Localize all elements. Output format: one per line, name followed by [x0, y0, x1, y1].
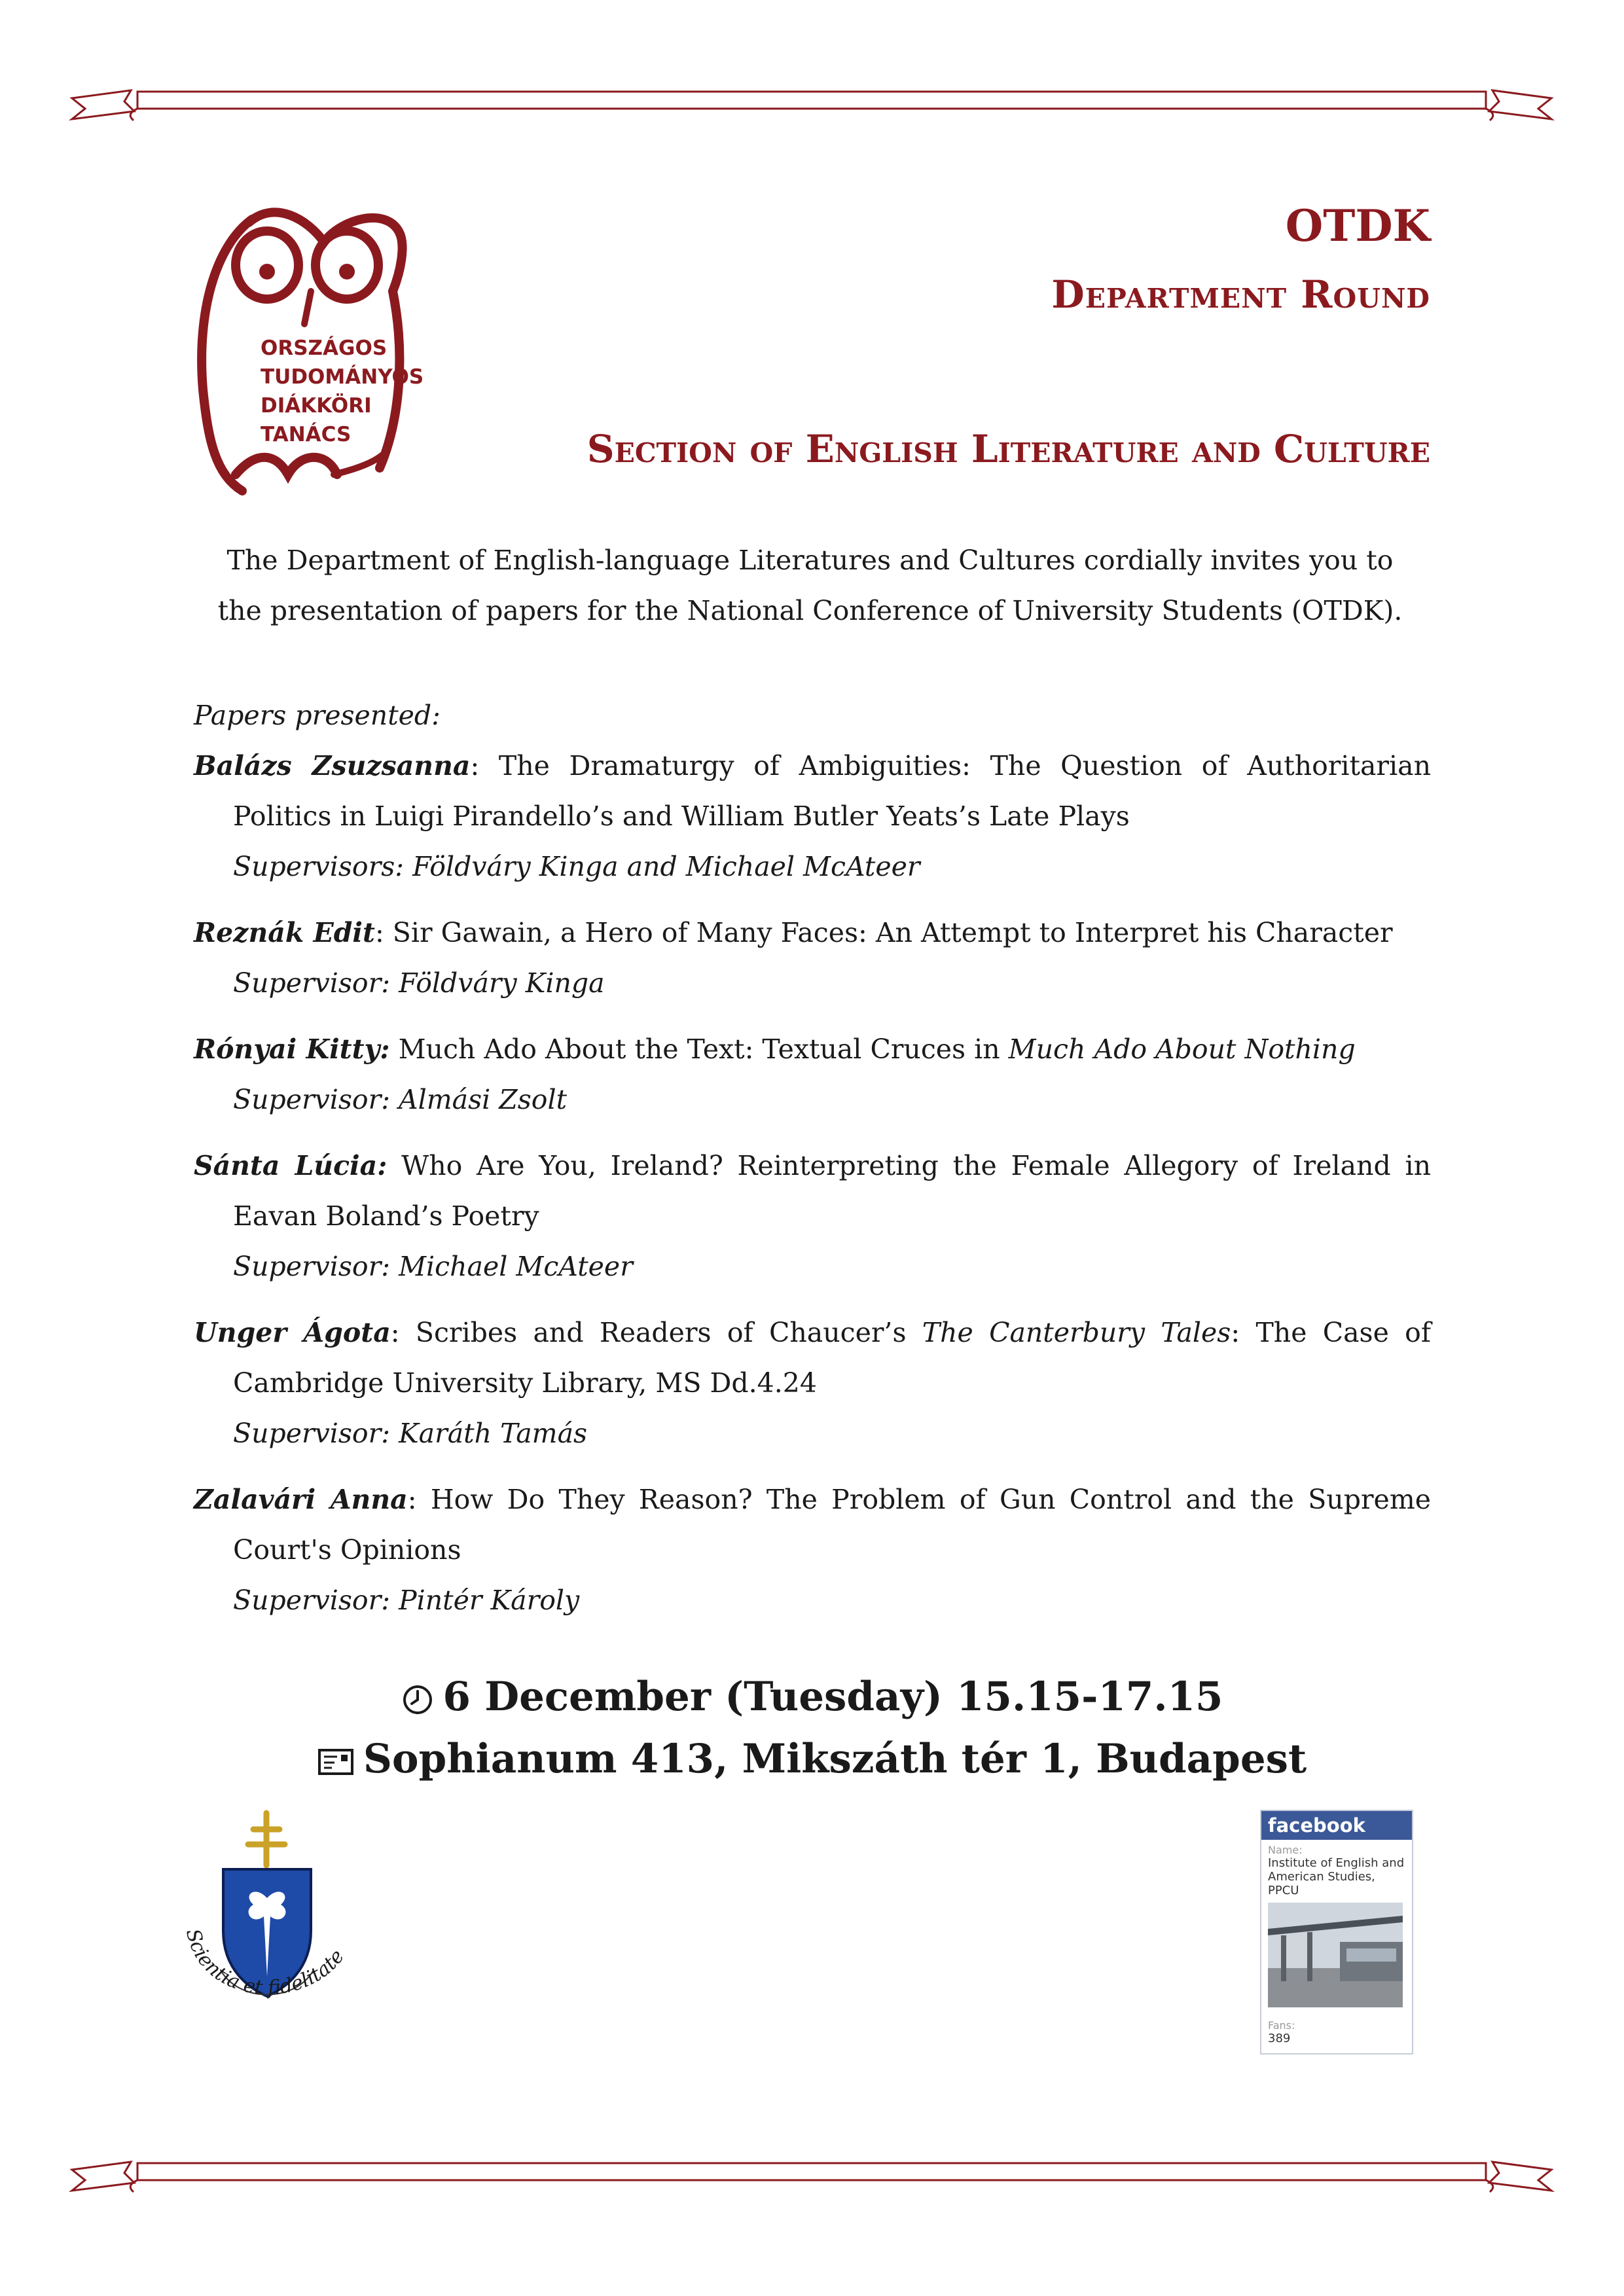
fb-fans-count: 389: [1268, 2032, 1291, 2045]
otdk-title: OTDK: [1285, 200, 1430, 251]
paper-title-italic: The Canterbury Tales: [922, 1317, 1231, 1348]
paper-item: [194, 1024, 1431, 1125]
section-title: Section of English Literature and Culture: [586, 427, 1430, 471]
event-details: [0, 1666, 1624, 1790]
bottom-scroll-border: [59, 2150, 1564, 2209]
paper-supervisor: Supervisor: Almási Zsolt: [233, 1084, 568, 1115]
fb-page-photo: [1268, 1903, 1403, 2007]
paper-title-italic: Much Ado About Nothing: [1008, 1033, 1356, 1065]
paper-item: Reznák Edit: Sir Gawain, a Hero of Many Faces: An Attempt to Interpret his Character Supervisor: Földváry Kinga: [194, 908, 1431, 1009]
paper-item: Balázs Zsuzsanna: The Dramaturgy of Ambiguities: The Question of Authoritarian Politics in Luigi Pirandello’s and William Butler Yeats’s Late Plays Supervisors: Földváry Kinga and Michael McAteer: [194, 741, 1431, 892]
papers-heading: Papers presented:: [194, 700, 441, 731]
paper-title: Much Ado About the Text: Textual Cruces in: [398, 1033, 1009, 1065]
paper-author: Zalavári Anna: [194, 1484, 408, 1515]
paper-author: Unger Ágota: [194, 1317, 391, 1348]
event-date: [0, 1666, 1624, 1728]
paper-item: Unger Ágota: Scribes and Readers of Chaucer’s The Canterbury Tales: The Case of Cambridge University Library, MS Dd.4.24 Supervisor: Karáth Tamás: [194, 1308, 1431, 1459]
papers-list: [194, 691, 1431, 1641]
paper-title: Who Are You, Ireland? Reinterpreting the Female Allegory of Ireland in Eavan Boland’s Poetry: [233, 1150, 1431, 1232]
crest-motto: [180, 1806, 376, 2022]
location-icon: [317, 1747, 354, 1777]
paper-title: Sir Gawain, a Hero of Many Faces: An Attempt to Interpret his Character: [392, 917, 1393, 948]
paper-author: Reznák Edit: [194, 917, 375, 948]
paper-supervisor: Supervisor: Michael McAteer: [233, 1251, 633, 1282]
event-date-text: 6 December (Tuesday) 15.15-17.15: [442, 1674, 1223, 1720]
logo-line: ORSZÁGOS: [261, 336, 388, 360]
paper-item: Zalavári Anna: How Do They Reason? The Problem of Gun Control and the Supreme Court's Opinions Supervisor: Pintér Károly: [194, 1475, 1431, 1626]
paper-supervisor: Supervisor: Földváry Kinga: [233, 967, 605, 999]
university-crest: [180, 1806, 376, 2022]
paper-title: : The Case of Cambridge University Library, MS Dd.4.24: [233, 1317, 1431, 1399]
event-place: [0, 1728, 1624, 1790]
logo-line: TUDOMÁNYOS: [261, 365, 424, 389]
svg-text:Scientia et fidelitate: Scientia et fidelitate: [181, 1926, 350, 2000]
title-block: [1051, 196, 1430, 321]
paper-supervisor: Supervisor: Karáth Tamás: [233, 1418, 588, 1449]
paper-author: Sánta Lúcia:: [194, 1150, 388, 1181]
facebook-badge[interactable]: [1260, 1810, 1413, 2054]
clock-icon: [401, 1683, 434, 1716]
top-scroll-border: [59, 79, 1564, 137]
paper-supervisor: Supervisors: Földváry Kinga and Michael McAteer: [233, 851, 920, 882]
paper-author: Balázs Zsuzsanna: [194, 750, 471, 781]
paper-title: How Do They Reason? The Problem of Gun Control and the Supreme Court's Opinions: [233, 1484, 1431, 1566]
owl-logo-text: [261, 334, 424, 449]
fb-name-label: Name:: [1268, 1844, 1303, 1856]
intro-paragraph: [190, 535, 1430, 636]
intro-line: The Department of English-language Literatures and Cultures cordially invites you to: [226, 545, 1394, 576]
paper-title: Scribes and Readers of Chaucer’s: [415, 1317, 922, 1348]
event-place-text: Sophianum 413, Mikszáth tér 1, Budapest: [363, 1736, 1307, 1782]
logo-line: TANÁCS: [261, 423, 352, 446]
paper-supervisor: Supervisor: Pintér Károly: [233, 1585, 580, 1616]
fb-fans-label: Fans:: [1268, 2019, 1295, 2032]
intro-line: the presentation of papers for the National Conference of University Students (OTDK).: [217, 595, 1403, 626]
department-round-title: Department Round: [1051, 272, 1430, 317]
facebook-logo: facebook: [1261, 1811, 1412, 1840]
paper-author: Rónyai Kitty:: [194, 1033, 390, 1065]
otdk-owl-logo: [190, 193, 478, 501]
paper-item: [194, 1141, 1431, 1292]
fb-page-name: Institute of English and American Studies, PPCU: [1268, 1856, 1405, 1897]
paper-title: The Dramaturgy of Ambiguities: The Question of Authoritarian Politics in Luigi Pirandello’s and William Butler Yeats’s Late Plays: [233, 750, 1431, 832]
logo-line: DIÁKKÖRI: [261, 394, 372, 418]
